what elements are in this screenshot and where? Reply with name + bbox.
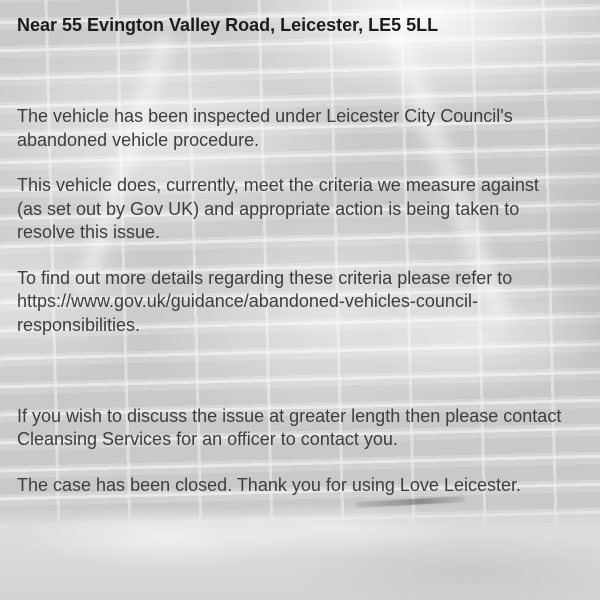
status-paragraph: To find out more details regarding these criteria please refer to https://www.gov.uk/guidance/abandoned-vehicles-council-responsibilities. [17,267,513,335]
status-paragraph: If you wish to discuss the issue at greater length then please contact Cleansing Services for an officer to contact you. [17,405,562,449]
status-paragraph: The case has been closed. Thank you for using Love Leicester. [17,474,521,495]
report-location-title: Near 55 Evington Valley Road, Leicester, LE5 5LL [17,15,439,35]
status-paragraph: The vehicle has been inspected under Leicester City Council's abandoned vehicle procedure. [17,106,513,150]
ground-texture [0,505,600,600]
status-paragraph-blank [17,359,565,383]
status-paragraph: This vehicle does, currently, meet the criteria we measure against (as set out by Gov UK) and appropriate action is being taken to resolve this issue. [17,175,539,242]
